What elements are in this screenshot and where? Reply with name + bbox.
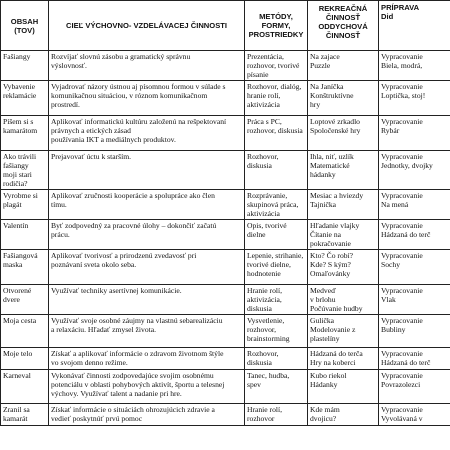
topic-cell [1, 151, 49, 190]
topic-cell [1, 190, 49, 220]
relax-cell-text: Hádzaná do terča Hry na koberci [310, 349, 363, 367]
table-row [1, 190, 450, 220]
topic-cell [1, 81, 49, 116]
topic-cell [1, 285, 49, 315]
relax-cell-text: Kto? Čo robí? Kde? S kým? Omaľovánky [310, 251, 354, 278]
prep-cell [379, 348, 450, 370]
prep-cell [379, 190, 450, 220]
relax-cell [308, 404, 379, 426]
goal-cell [49, 250, 245, 285]
methods-cell-text: Prezentácia, rozhovor, tvorivé písanie [247, 52, 300, 79]
topic-cell [1, 250, 49, 285]
relax-cell [308, 285, 379, 315]
goal-cell-text: Získať informácie o situáciách ohrozujúcich zdravie a vedieť poskytnúť prvú pomoc [51, 405, 215, 423]
header-row [1, 1, 450, 51]
prep-cell [379, 220, 450, 250]
methods-cell-text: Lepenie, strihanie, tvorivé dielne, hodnotenie [247, 251, 304, 278]
table-row [1, 220, 450, 250]
header-methods: METÓDY, FORMY, PROSTRIEDKY [245, 1, 308, 51]
methods-cell-text: Rozhovor, diskusia [247, 152, 279, 170]
topic-cell-text: Valentín [3, 221, 29, 230]
relax-cell-text: Kubo riekol Hádanky [310, 371, 347, 389]
header-topic: OBSAH (TOV) [1, 1, 49, 51]
methods-cell [245, 151, 308, 190]
goal-cell [49, 315, 245, 348]
methods-cell-text: Práca s PC, rozhovor, diskusia [247, 117, 303, 135]
topic-cell [1, 404, 49, 426]
topic-cell [1, 220, 49, 250]
goal-cell-text: Vyjadrovať názory ústnou aj písomnou formou v súlade s komunikačnou situáciou, v róznom komunikačnom prostredí. [51, 82, 226, 109]
table-body [1, 51, 450, 426]
topic-cell-text: Fašiangy [3, 52, 31, 61]
goal-cell [49, 220, 245, 250]
relax-cell [308, 370, 379, 404]
topic-cell-text: Otvorené dvere [3, 286, 32, 304]
topic-cell [1, 51, 49, 81]
methods-cell [245, 404, 308, 426]
methods-cell [245, 348, 308, 370]
topic-cell-text: Moja cesta [3, 316, 37, 325]
table-row [1, 81, 450, 116]
methods-cell [245, 285, 308, 315]
table-row [1, 51, 450, 81]
methods-cell-text: Vysvetlenie, rozhovor, brainstorming [247, 316, 290, 343]
goal-cell [49, 404, 245, 426]
goal-cell-text: Využívať techniky asertívnej komunikácie. [51, 286, 182, 295]
table-row [1, 116, 450, 151]
prep-cell [379, 404, 450, 426]
methods-cell-text: Hranie rolí, rozhovor [247, 405, 283, 423]
relax-cell-text: Kde mám dvojicu? [310, 405, 340, 423]
prep-cell-text: Vypracovanie Na mená [381, 191, 423, 209]
goal-cell [49, 151, 245, 190]
relax-cell [308, 116, 379, 151]
table-header [1, 1, 450, 51]
prep-cell-text: Vypracovanie Povrazolezci [381, 371, 423, 389]
goal-cell-text: Aplikovať zručnosti kooperácie a spolupráce ako člen tímu. [51, 191, 215, 209]
goal-cell [49, 116, 245, 151]
goal-cell [49, 190, 245, 220]
relax-cell [308, 151, 379, 190]
methods-cell [245, 250, 308, 285]
topic-cell-text: Karneval [3, 371, 31, 380]
prep-cell-text: Vypracovanie Vlak [381, 286, 423, 304]
prep-cell [379, 116, 450, 151]
prep-cell-text: Vypracovanie Sochy [381, 251, 423, 269]
relax-cell-text: Gulička Modelovanie z plastelíny [310, 316, 356, 343]
topic-cell [1, 315, 49, 348]
methods-cell-text: Hranie rolí, aktivizácia, diskusia [247, 286, 283, 313]
methods-cell-text: Rozhovor, diskusia [247, 349, 279, 367]
goal-cell [49, 51, 245, 81]
goal-cell-text: Aplikovať tvorivosť a prirodzenú zvedavosť pri poznávaní sveta okolo seba. [51, 251, 197, 269]
table-row [1, 285, 450, 315]
goal-cell [49, 81, 245, 116]
relax-cell-text: Mesiac a hviezdy Tajnička [310, 191, 364, 209]
topic-cell-text: Vyrobme si plagát [3, 191, 38, 209]
relax-cell [308, 315, 379, 348]
prep-cell [379, 81, 450, 116]
table-row [1, 250, 450, 285]
relax-cell [308, 250, 379, 285]
relax-cell [308, 51, 379, 81]
header-prep: PRÍPRAVA Did [379, 1, 450, 51]
relax-cell-text: Loptové zrkadlo Spoločenské hry [310, 117, 361, 135]
methods-cell [245, 370, 308, 404]
topic-cell-text: Ako trávili fašiangy moji stari rodičia? [3, 152, 37, 188]
prep-cell-text: Vypracovanie Vyvolávaná v [381, 405, 423, 423]
topic-cell [1, 116, 49, 151]
topic-cell-text: Moje telo [3, 349, 33, 358]
prep-cell-text: Vypracovanie Biela, modrá, [381, 52, 423, 70]
relax-cell [308, 220, 379, 250]
table-row [1, 348, 450, 370]
goal-cell [49, 370, 245, 404]
header-goal: CIEĽ VÝCHOVNO- VZDELÁVACEJ ČINNOSTI [49, 1, 245, 51]
methods-cell [245, 190, 308, 220]
methods-cell [245, 116, 308, 151]
relax-cell-text: Ihla, niť, uzlík Matematické hádanky [310, 152, 354, 179]
prep-cell-text: Vypracovanie Rybár [381, 117, 423, 135]
topic-cell-text: Píšem si s kamarátom [3, 117, 38, 135]
relax-cell-text: Hľadanie vlajky Čítanie na pokračovanie [310, 221, 360, 248]
prep-cell [379, 315, 450, 348]
goal-cell [49, 348, 245, 370]
prep-cell [379, 370, 450, 404]
methods-cell [245, 81, 308, 116]
goal-cell-text: Využívať svoje osobné záujmy na vlastnú sebarealizáciu a relaxáciu. Hľadať zmysel života. [51, 316, 223, 334]
table-row [1, 370, 450, 404]
table-row [1, 404, 450, 426]
goal-cell-text: Získať a aplikovať informácie o zdravom životnom štýle vo svojom denno režime. [51, 349, 224, 367]
prep-cell-text: Vypracovanie Hádzaná do terč [381, 349, 431, 367]
methods-cell-text: Opis, tvorivé dielne [247, 221, 287, 239]
goal-cell-text: Rozvíjať slovnú zásobu a gramatický správnu výslovnosť. [51, 52, 191, 70]
methods-cell [245, 51, 308, 81]
topic-cell-text: Zranil sa kamarát [3, 405, 30, 423]
relax-cell-text: Na zajace Puzzle [310, 52, 340, 70]
relax-cell [308, 81, 379, 116]
goal-cell [49, 285, 245, 315]
topic-cell [1, 370, 49, 404]
goal-cell-text: Prejavovať úctu k starším. [51, 152, 132, 161]
prep-cell [379, 51, 450, 81]
prep-cell-text: Vypracovanie Jednotky, dvojky [381, 152, 433, 170]
methods-cell-text: Tanec, hudba, spev [247, 371, 290, 389]
goal-cell-text: Aplikovať informatickú kultúru založenú na rešpektovaní právnych a etických zásad používania IKT a mediálnych produktov. [51, 117, 227, 144]
prep-cell-text: Vypracovanie Hádzaná do terč [381, 221, 431, 239]
table-row [1, 151, 450, 190]
prep-cell [379, 151, 450, 190]
table-row [1, 315, 450, 348]
relax-cell-text: Na Janíčka Konštruktívne hry [310, 82, 354, 109]
topic-cell [1, 348, 49, 370]
methods-cell [245, 220, 308, 250]
header-relax: REKREAČNÁ ČINNOSŤ ODDYCHOVÁ ČINNOSŤ [308, 1, 379, 51]
prep-cell [379, 250, 450, 285]
methods-cell-text: Rozprávanie, skupinová práca, aktivizácia [247, 191, 299, 218]
topic-cell-text: Vybavenie reklamácie [3, 82, 37, 100]
prep-cell-text: Vypracovanie Loptička, stoj! [381, 82, 426, 100]
methods-cell-text: Rozhovor, dialóg, hranie rolí, aktivizácia [247, 82, 302, 109]
methods-cell [245, 315, 308, 348]
goal-cell-text: Vykonávať činnosti zodpovedajúce svojim osobnému potenciálu v oblasti pohybových aktivít, športu a telesnej výchovy. Využívať talent a nadanie pri hre. [51, 371, 225, 398]
relax-cell [308, 348, 379, 370]
relax-cell-text: Medveď v brlohu Počúvanie hudby [310, 286, 363, 313]
topic-cell-text: Fašiangová maska [3, 251, 38, 269]
relax-cell [308, 190, 379, 220]
prep-cell [379, 285, 450, 315]
goal-cell-text: Byť zodpovedný za pracovné úlohy – dokončiť začatú prácu. [51, 221, 217, 239]
prep-cell-text: Vypracovanie Bubliny [381, 316, 423, 334]
